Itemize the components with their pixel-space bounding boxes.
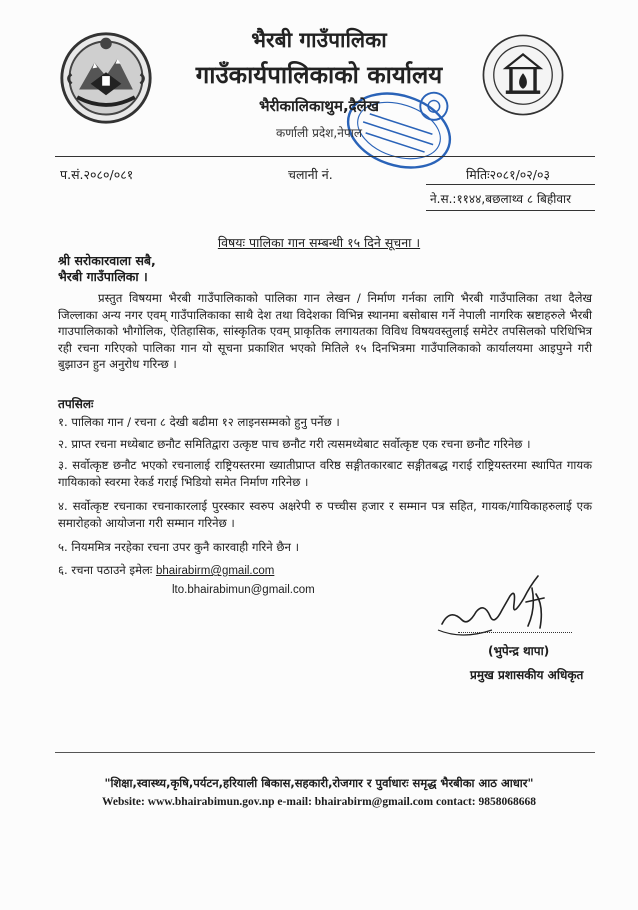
letter-date: मितिः२०८१/०२/०३ bbox=[466, 167, 551, 182]
reference-number: प.सं.२०८०/०८१ bbox=[60, 167, 134, 182]
email-label: ६. रचना पठाउने इमेलः bbox=[58, 563, 153, 577]
body-paragraph: प्रस्तुत विषयमा भैरबी गाउँपालिकाको पालिका गान लेखन / निर्माण गर्नका लागि भैरबी गाउँपालिका तथा दैलेख जिल्लाका अन्य नगर एवम् गाउँपालिकाका साथै देश तथा विदेशका विभिन्न स्थानमा बसोबास गर्ने नेपाली नागरिक स्रष्टाहरुले भैरबी गाउपालिकाको भौगोलिक, ऐतिहासिक, सांस्कृतिक एवम् प्राकृतिक लगायतका विविध विषयवस्तुलाई समेटेर तपसिलको परिधिभित्र रही रचना गरिएको पालिका गान यो सूचना प्रकाशित भएको मितिले १५ दिनभित्रमा गाउँपालिकाको कार्यालयमा आइपुग्ने गरी बुझाउन हुन अनुरोध गरिन्छ । bbox=[58, 291, 592, 371]
date-divider bbox=[426, 184, 595, 185]
nepal-sambat-date: ने.स.:११४४,बछलाथ्व ८ बिहीवार bbox=[430, 192, 572, 206]
notice-subject: विषयः पालिका गान सम्बन्धी १५ दिने सूचना । bbox=[217, 235, 421, 250]
office-address: भैरीकालिकाथुम,दैलेख bbox=[258, 97, 380, 115]
handwritten-signature-icon bbox=[432, 568, 582, 648]
signatory-title: प्रमुख प्रशासकीय अधिकृत bbox=[470, 668, 584, 682]
signatory-name: (भुपेन्द्र थापा) bbox=[488, 644, 550, 658]
list-item: १. पालिका गान / रचना ८ देखी बढीमा १२ लाइनसम्मको हुनु पर्नेछ । bbox=[58, 415, 340, 429]
list-item: ३. सर्वोत्कृष्ट छनौट भएको रचनालाई राष्ट्रियस्तरमा ख्यातीप्राप्त वरिष्ठ सङ्गीतकारबाट सङ्गीतबद्ध गराई राष्ट्रियस्तरमा स्थापित गायक गायिकाको स्वरमा रेकर्ड गराई भिडियो समेत निर्माण गरिनेछ । bbox=[58, 458, 592, 489]
municipality-name: भैरबी गाउँपालिका bbox=[251, 28, 387, 52]
addressee-line-2: भैरबी गाउँपालिका । bbox=[58, 269, 148, 284]
email-link-secondary[interactable]: lto.bhairabimun@gmail.com bbox=[172, 584, 315, 596]
dispatch-number: चलानी नं. bbox=[288, 167, 333, 182]
header-divider bbox=[55, 156, 595, 157]
footer-contact: Website: www.bhairabimun.gov.np e-mail: bhairabirm@gmail.com contact: 9858068668 bbox=[102, 796, 536, 808]
list-item: २. प्राप्त रचना मध्येबाट छनौट समितिद्वारा उत्कृष्ट पाच छनौट गरी त्यसमध्येबाट सर्वोत्कृष्ट एक रचना छनौट गरिनेछ । bbox=[58, 437, 531, 451]
list-item: ५. नियममित्र नरहेका रचना उपर कुनै कारवाही गरिने छैन । bbox=[58, 540, 300, 554]
footer-motto: "शिक्षा,स्वास्थ्य,कृषि,पर्यटन,हरियाली बिकास,सहकारी,रोजगार र पुर्वाधारः समृद्ध भैरबीका आठ आधार" bbox=[104, 776, 534, 790]
signature-line bbox=[458, 632, 572, 633]
date-divider-2 bbox=[426, 210, 595, 211]
list-item: ४. सर्वोत्कृष्ट रचनाका रचनाकारलाई पुरस्कार स्वरुप अक्षरेपी रु पच्चीस हजार र सम्मान पत्र सहित, गायक/गायिकाहरुलाई एक समारोहको आयोजना गरी सम्मान गरिनेछ । bbox=[58, 499, 592, 530]
email-link-primary[interactable]: bhairabirm@gmail.com bbox=[155, 565, 275, 577]
footer-divider bbox=[55, 752, 595, 753]
addressee-line-1: श्री सरोकारवाला सबै, bbox=[58, 253, 156, 268]
notice-body bbox=[58, 290, 592, 373]
office-title: गाउँकार्यपालिकाको कार्यालय bbox=[195, 61, 443, 89]
details-title: तपसिलः bbox=[58, 397, 94, 411]
province-country: कर्णाली प्रदेश,नेपाल bbox=[276, 126, 362, 140]
